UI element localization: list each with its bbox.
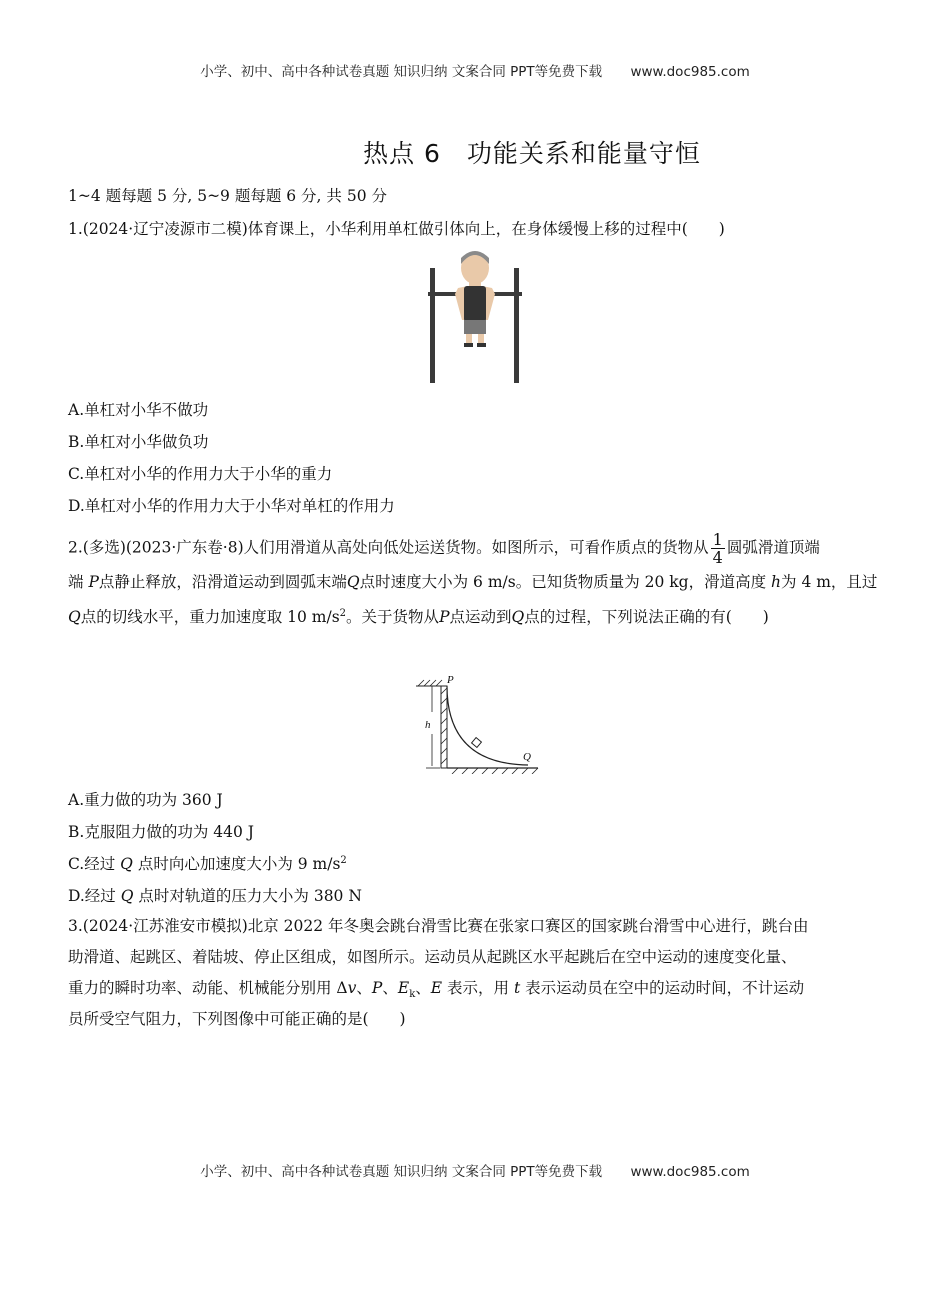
q1-option-d[interactable]: D.单杠对小华的作用力大于小华对单杠的作用力 <box>68 497 395 515</box>
q3-text-3a: 重力的瞬时功率、动能、机械能分别用 Δ <box>68 979 348 997</box>
slide-diagram <box>410 672 545 774</box>
q2-option-c-pre: C.经过 <box>68 855 116 873</box>
q2-text-1: 2.(多选)(2023·广东卷·8)人们用滑道从高处向低处运送货物。如图所示，可看作质点的货物从 <box>68 538 709 557</box>
q2-option-d-post: 点时对轨道的压力大小为 380 N <box>138 887 362 905</box>
label-p: P <box>447 674 454 686</box>
q2-text-5: 为 4 m，且过 <box>781 573 878 591</box>
q2-text-6: 点的切线水平，重力加速度取 10 m/s <box>80 608 340 627</box>
q2-stem <box>68 531 888 633</box>
q2-option-a[interactable]: A.重力做的功为 360 J <box>68 791 223 809</box>
q2-text-7: 。关于货物从 <box>346 608 440 627</box>
q3-line-2: 助滑道、起跳区、着陆坡、停止区组成，如图所示。运动员从起跳区水平起跳后在空中运动的速度变化量、 <box>68 948 797 966</box>
header-site-link[interactable]: www.doc985.com <box>630 64 750 80</box>
q1-option-c[interactable]: C.单杠对小华的作用力大于小华的重力 <box>68 465 333 483</box>
q2-option-c[interactable] <box>68 852 347 874</box>
q2-text-4: 点时速度大小为 6 m/s。已知货物质量为 20 kg，滑道高度 <box>359 573 767 591</box>
q3-sep-1: 、 <box>356 979 372 997</box>
q2-text-2b: 端 <box>68 573 89 591</box>
var-q-2: Q <box>68 608 81 627</box>
q3-text-3c: 表示运动员在空中的运动时间，不计运动 <box>525 979 805 997</box>
q2-text-3: 点静止释放，沿滑道运动到圆弧末端 <box>98 573 347 591</box>
q3-text-3b: 表示，用 <box>442 979 510 997</box>
label-q: Q <box>523 751 531 763</box>
superscript-2b: 2 <box>340 854 347 866</box>
var-h: h <box>771 573 782 591</box>
page-header <box>0 60 950 80</box>
footer-site-link[interactable]: www.doc985.com <box>630 1164 750 1180</box>
q1-option-b[interactable]: B.单杠对小华做负功 <box>68 433 209 451</box>
q2-text-2: 圆弧滑道顶端 <box>726 538 820 557</box>
superscript-2: 2 <box>339 608 347 619</box>
var-q: Q <box>346 573 360 591</box>
footer-text: 小学、初中、高中各种试卷真题 知识归纳 文案合同 PPT等免费下载 <box>200 1164 603 1180</box>
q1-option-a[interactable]: A.单杠对小华不做功 <box>68 401 209 419</box>
q2-text-9: 点的过程，下列说法正确的有( ) <box>524 608 769 627</box>
q3-line-4: 员所受空气阻力，下列图像中可能正确的是( ) <box>68 1010 406 1028</box>
var-q-3: Q <box>511 608 525 627</box>
q2-option-d[interactable] <box>68 884 362 906</box>
var-e-2: E <box>430 979 443 997</box>
page-footer <box>0 1160 950 1180</box>
pull-up-figure <box>420 248 530 386</box>
q2-option-b[interactable]: B.克服阻力做的功为 440 J <box>68 823 254 841</box>
q2-option-d-pre: D.经过 <box>68 887 116 905</box>
scoring-info: 1~4 题每题 5 分, 5~9 题每题 6 分, 共 50 分 <box>68 187 387 205</box>
quarter-fraction <box>711 531 725 566</box>
q2-text-8: 点运动到 <box>449 608 512 627</box>
var-p-2: P <box>439 608 450 627</box>
q2-option-c-post: 点时向心加速度大小为 9 m/s <box>137 855 341 873</box>
fraction-numerator: 1 <box>712 530 723 549</box>
var-q-4: Q <box>120 855 133 873</box>
label-h: h <box>425 719 431 731</box>
var-p: P <box>88 573 99 591</box>
q3-sep-3: 、 <box>415 979 431 997</box>
var-q-5: Q <box>120 887 134 905</box>
page-title: 热点 6 功能关系和能量守恒 <box>363 139 701 168</box>
var-e: E <box>397 979 410 997</box>
q3-sep-2: 、 <box>382 979 398 997</box>
q1-stem: 1.(2024·辽宁凌源市二模)体育课上，小华利用单杠做引体向上，在身体缓慢上移的过程中( ) <box>68 220 725 238</box>
var-p-3: P <box>371 979 383 997</box>
q3-line-1: 3.(2024·江苏淮安市模拟)北京 2022 年冬奥会跳台滑雪比赛在张家口赛区的国家跳台滑雪中心进行，跳台由 <box>68 917 809 935</box>
header-text: 小学、初中、高中各种试卷真题 知识归纳 文案合同 PPT等免费下载 <box>200 64 603 80</box>
var-t: t <box>513 979 521 997</box>
fraction-denominator: 4 <box>712 548 723 567</box>
subscript-k: k <box>409 989 416 1001</box>
var-v: v <box>347 979 357 997</box>
q3-line-3 <box>68 978 804 1005</box>
